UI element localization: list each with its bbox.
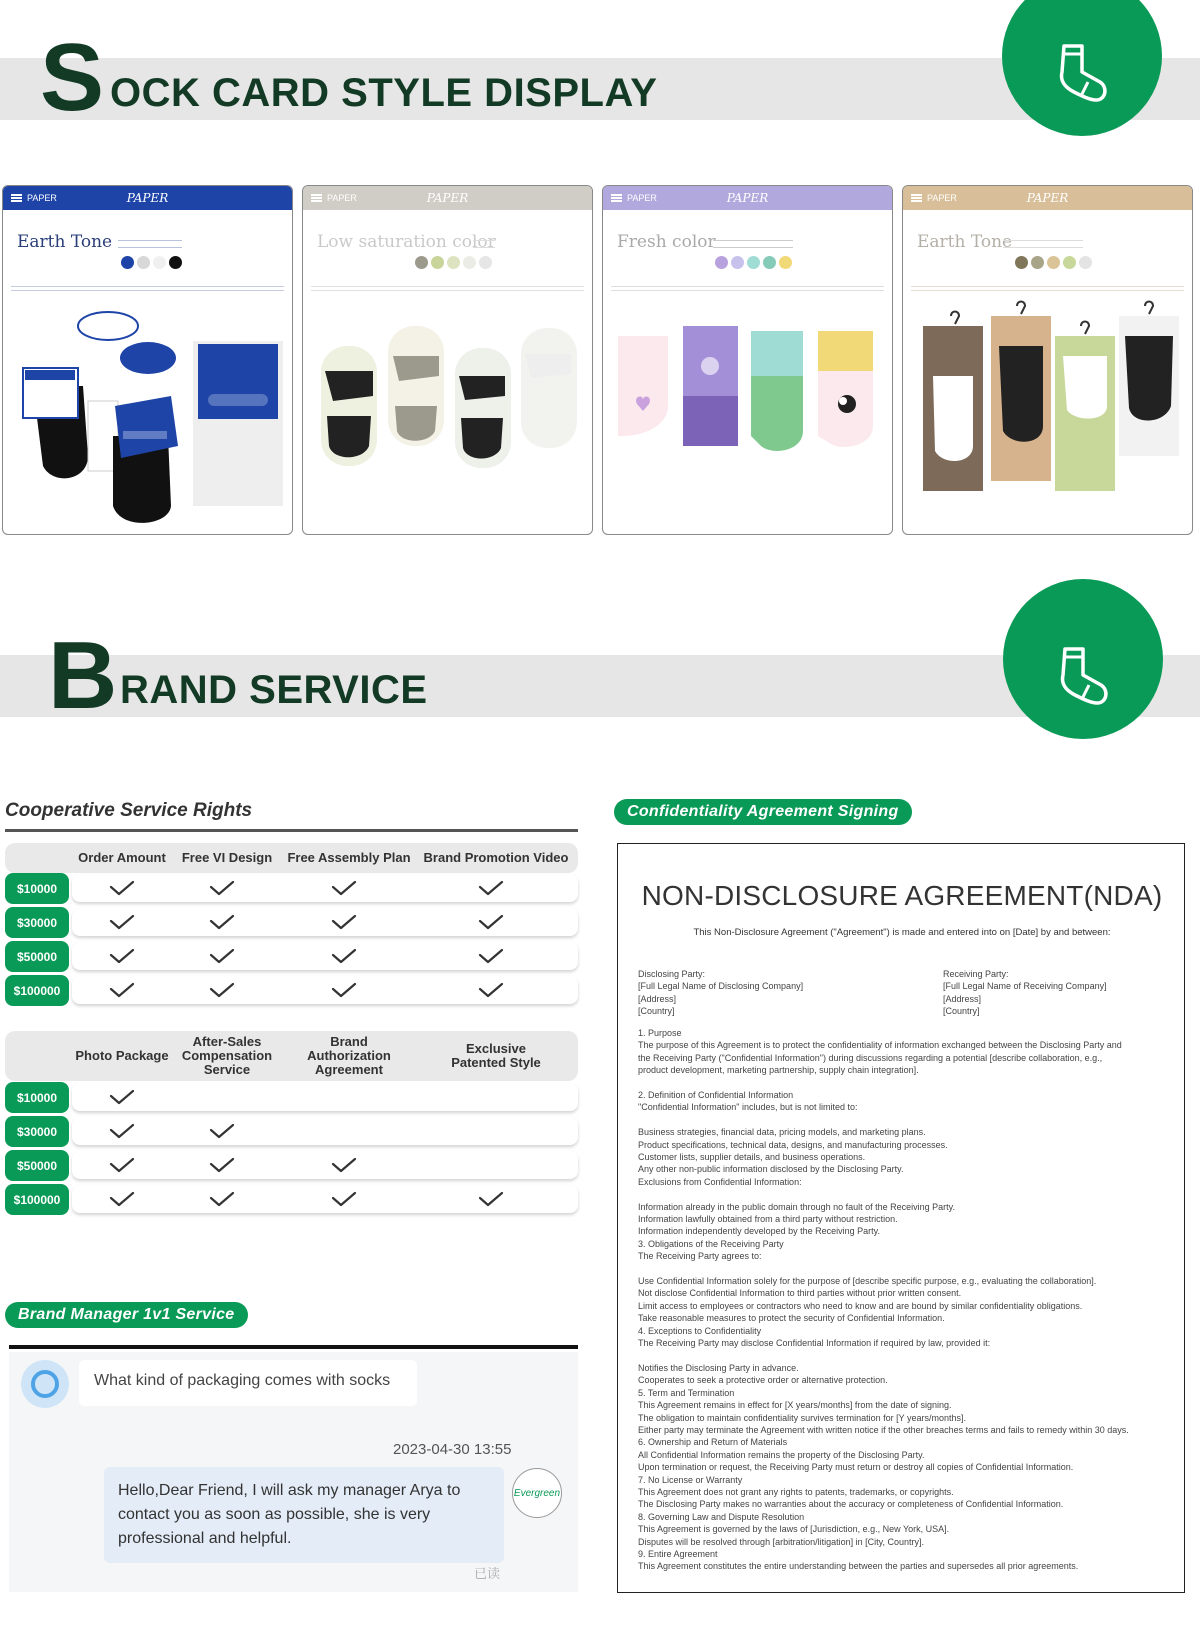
nda-line: Disputes will be resolved through [arbitration/litigation] in [City, Country]. <box>638 1536 924 1547</box>
nda-line: This Agreement does not grant any rights to patents, trademarks, or copyrights. <box>638 1486 954 1497</box>
card-logo: PAPER <box>726 191 769 205</box>
color-dots <box>121 256 182 269</box>
manager-label: Brand Manager 1v1 Service <box>5 1302 248 1328</box>
checkmark-icon <box>109 948 135 964</box>
nda-line: 2. Definition of Confidential Information <box>638 1090 794 1101</box>
nda-line: This Agreement constitutes the entire understanding between the parties and supersedes all prior agreements. <box>638 1561 1079 1572</box>
nda-line: Product specifications, technical data, designs, and manufacturing processes. <box>638 1139 948 1150</box>
checkmark-icon <box>478 880 504 896</box>
card-logo: PAPER <box>126 191 169 205</box>
sock-product-image <box>903 296 1193 535</box>
menu-icon <box>11 194 22 202</box>
nda-line: Take reasonable measures to protect the security of Confidential Information. <box>638 1313 945 1324</box>
customer-message: What kind of packaging comes with socks <box>79 1360 417 1406</box>
color-dot <box>715 256 728 269</box>
color-dots <box>715 256 792 269</box>
nda-line: [Full Legal Name of Disclosing Company] <box>638 981 804 992</box>
price-tag: $100000 <box>5 1184 69 1215</box>
card-logo: PAPER <box>426 191 469 205</box>
nda-line: Information lawfully obtained from a third party without restriction. <box>638 1214 898 1225</box>
sock-product-image <box>603 296 893 535</box>
color-dot <box>479 256 492 269</box>
card-header <box>3 186 292 210</box>
section-title: RAND SERVICE <box>120 668 428 712</box>
receiving-party-block <box>943 968 1107 1018</box>
nda-line: product development, marketing partnership, supply chain integration]. <box>638 1065 919 1076</box>
checkmark-icon <box>209 880 235 896</box>
rights-divider <box>5 829 578 832</box>
checkmark-icon <box>478 914 504 930</box>
checkmark-icon <box>209 948 235 964</box>
color-dot <box>731 256 744 269</box>
menu-icon <box>611 194 622 202</box>
nda-line: 4. Exceptions to Confidentiality <box>638 1325 762 1336</box>
nda-line: The Receiving Party may disclose Confidential Information if required by law, provided it: <box>638 1338 991 1349</box>
color-dot <box>763 256 776 269</box>
nda-line: 9. Entire Agreement <box>638 1548 718 1559</box>
checkmark-icon <box>109 1157 135 1173</box>
table2-header-col: After-Sales Compensation Service <box>181 1034 273 1077</box>
table2-header-col: Brand Authorization Agreement <box>307 1034 391 1077</box>
nda-line: Either party may terminate the Agreement with written notice if the other breaches terms and fails to remedy within 30 days. <box>638 1424 1129 1435</box>
nda-line: the Receiving Party ("Confidential Information") during discussions regarding a potential [describe collaboration, e.g., <box>638 1052 1103 1063</box>
section-header-brand-service <box>0 622 1200 742</box>
nda-line <box>638 1114 1173 1126</box>
card-rule <box>611 286 884 291</box>
checkmark-icon <box>331 1191 357 1207</box>
table-row <box>72 1083 578 1111</box>
nda-line: Exclusions from Confidential Information: <box>638 1176 802 1187</box>
nda-line: 7. No License or Warranty <box>638 1474 743 1485</box>
table1-header-col: Free Assembly Plan <box>287 850 411 865</box>
nda-line <box>638 1350 1173 1362</box>
nda-line: Upon termination or request, the Receiving Party must return or destroy all copies of Confidential Information. <box>638 1462 1074 1473</box>
checkmark-icon <box>209 1157 235 1173</box>
nda-intro: This Non-Disclosure Agreement ("Agreement") is made and entered into on [Date] by and between: <box>693 927 1111 938</box>
checkmark-icon <box>331 1157 357 1173</box>
card-header <box>603 186 892 210</box>
color-dots <box>415 256 492 269</box>
decor-lines <box>1003 240 1083 248</box>
nda-line: Disclosing Party: <box>638 969 706 979</box>
sock-icon <box>1052 42 1112 104</box>
table-row <box>72 1151 578 1179</box>
nda-title: NON-DISCLOSURE AGREEMENT(NDA) <box>641 880 1163 911</box>
nda-line: 8. Governing Law and Dispute Resolution <box>638 1511 805 1522</box>
nda-line: "Confidential Information" includes, but is not limited to: <box>638 1102 858 1113</box>
checkmark-icon <box>331 914 357 930</box>
nda-line: Any other non-public information disclosed by the Disclosing Party. <box>638 1164 904 1175</box>
nda-line: [Country] <box>943 1006 980 1017</box>
card-header-label: PAPER <box>27 193 57 203</box>
checkmark-icon <box>331 982 357 998</box>
reply-message: Hello,Dear Friend, I will ask my manager Arya to contact you as soon as possible, she is very professional and helpful. <box>104 1467 504 1563</box>
checkmark-icon <box>109 914 135 930</box>
menu-icon <box>311 194 322 202</box>
color-dot <box>1031 256 1044 269</box>
sock-product-image <box>303 296 593 535</box>
nda-label: Confidentiality Agreement Signing <box>614 799 912 825</box>
price-tag: $30000 <box>5 907 69 938</box>
checkmark-icon <box>209 914 235 930</box>
nda-line <box>638 1263 1173 1275</box>
checkmark-icon <box>109 880 135 896</box>
color-dot <box>463 256 476 269</box>
sock-card-4[interactable] <box>902 185 1193 535</box>
card-logo: PAPER <box>1026 191 1069 205</box>
nda-line: Business strategies, financial data, pricing models, and marketing plans. <box>638 1127 926 1138</box>
nda-line: Limit access to employees or contractors who need to know and are bound by similar confidentiality obligations. <box>638 1300 1083 1311</box>
table1-header-col: Brand Promotion Video <box>423 850 569 865</box>
decor-lines <box>713 240 793 248</box>
nda-line: Customer lists, supplier details, and business operations. <box>638 1152 866 1163</box>
nda-line: [Country] <box>638 1006 675 1017</box>
nda-line: All Confidential Information remains the property of the Disclosing Party. <box>638 1449 925 1460</box>
nda-line: Information independently developed by the Receiving Party. <box>638 1226 880 1237</box>
nda-line: Receiving Party: <box>943 969 1009 979</box>
nda-line: Not disclose Confidential Information to third parties without prior written consent. <box>638 1288 962 1299</box>
nda-line: Notifies the Disclosing Party in advance. <box>638 1362 799 1373</box>
nda-line: The obligation to maintain confidentiality survives termination for [Y years/months]. <box>638 1412 966 1423</box>
decor-lines <box>118 240 182 248</box>
checkmark-icon <box>209 982 235 998</box>
nda-line: 3. Obligations of the Receiving Party <box>638 1238 784 1249</box>
card-rule <box>911 286 1184 291</box>
price-tag: $50000 <box>5 941 69 972</box>
checkmark-icon <box>109 1191 135 1207</box>
nda-line: Cooperates to seek a protective order or alternative protection. <box>638 1375 888 1386</box>
checkmark-icon <box>209 1123 235 1139</box>
card-header <box>903 186 1192 210</box>
color-dot <box>1063 256 1076 269</box>
brand-avatar-logo: Evergreen <box>512 1468 562 1518</box>
card-subtitle: Earth Tone <box>17 232 113 252</box>
sock-card-2[interactable] <box>302 185 593 535</box>
table2-header <box>5 1031 578 1081</box>
nda-line: 1. Purpose <box>638 1028 682 1038</box>
table2-header-col: Exclusive Patented Style <box>451 1041 541 1070</box>
color-dot <box>137 256 150 269</box>
nda-line: [Full Legal Name of Receiving Company] <box>943 981 1107 992</box>
green-circle <box>1003 579 1163 739</box>
sock-card-1[interactable] <box>2 185 293 535</box>
card-rule <box>11 286 284 291</box>
nda-body <box>638 1027 1173 1573</box>
decor-lines <box>473 240 495 248</box>
card-subtitle: Low saturation color <box>317 232 496 252</box>
price-tag: $10000 <box>5 1082 69 1113</box>
price-tag: $50000 <box>5 1150 69 1181</box>
sock-icon <box>1053 645 1113 707</box>
checkmark-icon <box>478 982 504 998</box>
nda-line: The Receiving Party agrees to: <box>638 1251 762 1262</box>
rights-title: Cooperative Service Rights <box>5 800 253 821</box>
nda-line: Information already in the public domain through no fault of the Receiving Party. <box>638 1201 956 1212</box>
card-header-label: PAPER <box>627 193 657 203</box>
table-row <box>72 1117 578 1145</box>
nda-line: This Agreement remains in effect for [X years/months] from the date of signing. <box>638 1400 952 1411</box>
checkmark-icon <box>109 1123 135 1139</box>
table1-header-col: Order Amount <box>78 850 166 865</box>
nda-line: The Disclosing Party makes no warranties about the accuracy or completeness of Confidential Information. <box>638 1499 1064 1510</box>
menu-icon <box>911 194 922 202</box>
color-dot <box>1047 256 1060 269</box>
nda-line: This Agreement is governed by the laws of [Jurisdiction, e.g., New York, USA]. <box>638 1524 950 1535</box>
price-tag: $10000 <box>5 873 69 904</box>
card-header-label: PAPER <box>327 193 357 203</box>
checkmark-icon <box>209 1191 235 1207</box>
nda-line: 5. Term and Termination <box>638 1387 735 1398</box>
checkmark-icon <box>109 1089 135 1105</box>
color-dot <box>121 256 134 269</box>
message-timestamp: 2023-04-30 13:55 <box>393 1441 512 1458</box>
color-dot <box>447 256 460 269</box>
section-header-sock-cards <box>0 24 1200 148</box>
table2-header-col: Photo Package <box>75 1048 169 1063</box>
card-rule <box>311 286 584 291</box>
price-tag: $30000 <box>5 1116 69 1147</box>
card-header-label: PAPER <box>927 193 957 203</box>
nda-line: [Address] <box>943 993 982 1004</box>
checkmark-icon <box>478 948 504 964</box>
color-dot <box>747 256 760 269</box>
section-initial: S <box>40 24 105 131</box>
section-title: OCK CARD STYLE DISPLAY <box>110 71 658 115</box>
section-initial: B <box>48 622 118 729</box>
color-dot <box>779 256 792 269</box>
sock-product-image <box>3 296 293 535</box>
color-dot <box>1079 256 1092 269</box>
card-subtitle: Fresh color <box>617 232 716 252</box>
chat-divider <box>9 1345 578 1349</box>
price-tag: $100000 <box>5 975 69 1006</box>
color-dot <box>169 256 182 269</box>
checkmark-icon <box>331 948 357 964</box>
nda-line: The purpose of this Agreement is to protect the confidentiality of information exchanged between the Disclosing Party and <box>638 1040 1122 1051</box>
table1-header-col: Free VI Design <box>181 850 273 865</box>
nda-line: 6. Ownership and Return of Materials <box>638 1437 788 1448</box>
customer-avatar <box>21 1360 69 1408</box>
nda-line <box>638 1077 1173 1089</box>
color-dot <box>415 256 428 269</box>
nda-line: Use Confidential Information solely for the purpose of [describe specific purpose, e.g., evaluating the collaboration]. <box>638 1276 1097 1287</box>
checkmark-icon <box>331 880 357 896</box>
color-dot <box>1015 256 1028 269</box>
read-receipt: 已读 <box>474 1566 501 1581</box>
color-dot <box>153 256 166 269</box>
table1-header <box>5 843 578 873</box>
checkmark-icon <box>478 1191 504 1207</box>
sock-card-3[interactable] <box>602 185 893 535</box>
color-dots <box>1015 256 1092 269</box>
nda-document <box>617 843 1185 1593</box>
card-header <box>303 186 592 210</box>
nda-line: [Address] <box>638 993 677 1004</box>
color-dot <box>431 256 444 269</box>
disclosing-party-block <box>638 968 803 1018</box>
nda-line <box>638 1188 1173 1200</box>
card-subtitle: Earth Tone <box>917 232 1013 252</box>
checkmark-icon <box>109 982 135 998</box>
